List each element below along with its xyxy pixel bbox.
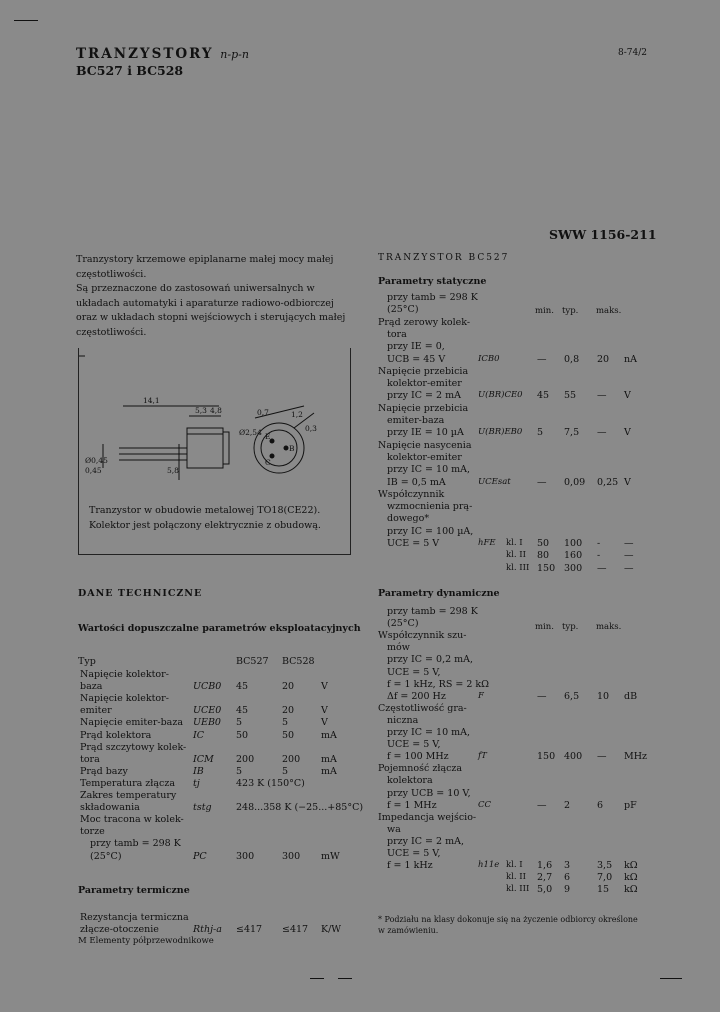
row-symbol: hFE bbox=[478, 538, 496, 548]
row-label: (25°C) bbox=[387, 304, 419, 316]
row-value-bc528: 20 bbox=[282, 705, 295, 717]
row-label: przy IC = 2 mA bbox=[387, 390, 461, 402]
row-label: Zakres temperatury bbox=[80, 790, 177, 801]
row-symbol: CC bbox=[478, 799, 492, 810]
table-row bbox=[0, 292, 720, 304]
pin-label-c: C bbox=[265, 458, 271, 467]
table-row bbox=[0, 452, 720, 464]
table-row bbox=[0, 464, 720, 476]
table-row bbox=[0, 317, 720, 329]
table-row bbox=[0, 751, 720, 763]
row-unit: dB bbox=[624, 690, 638, 702]
dim-label-1: 14,1 bbox=[143, 396, 160, 405]
row-label: Napięcie kolektor- bbox=[80, 669, 169, 680]
row-label: Napięcie przebicia bbox=[378, 365, 469, 377]
row-symbol: ICB0 bbox=[478, 353, 500, 364]
bottom-mark-3 bbox=[660, 978, 682, 979]
row-unit: MHz bbox=[624, 751, 648, 763]
row-label: Napięcie przebicia bbox=[378, 402, 469, 414]
table-row bbox=[0, 860, 720, 872]
row-unit: mW bbox=[321, 850, 340, 862]
row-label: kolektor-emiter bbox=[387, 451, 462, 463]
row-label: Prąd bazy bbox=[80, 765, 128, 777]
row-label: przy IC = 10 mA, bbox=[387, 464, 471, 476]
col-min: min. bbox=[535, 306, 554, 316]
row-label: UCB = 45 V bbox=[387, 353, 446, 365]
page-subtitle: BC527 i BC528 bbox=[76, 63, 184, 78]
dim-label-7: Ø2,54 bbox=[239, 428, 262, 437]
row-typ: 100 bbox=[564, 538, 583, 549]
dim-label-6: Ø0,45 bbox=[85, 456, 108, 465]
row-label: przy IC = 2 mA, bbox=[387, 835, 464, 847]
row-label: kolektor-emiter bbox=[387, 378, 462, 390]
figure-caption: Tranzystor w obudowie metalowej TO18(CE22). Kolektor jest połączony elektrycznie z obudową. bbox=[89, 505, 321, 531]
row-symbol: PC bbox=[193, 850, 207, 862]
dyn-col-min: min. bbox=[535, 622, 554, 632]
table-row bbox=[0, 715, 720, 727]
row-value-bc528: 5 bbox=[282, 717, 289, 729]
table-row bbox=[0, 513, 720, 525]
row-value-bc527: 248...358 K (−25...+85°C) bbox=[236, 802, 364, 814]
row-unit: mA bbox=[321, 753, 337, 765]
row-max: — bbox=[597, 390, 607, 402]
row-max: - bbox=[597, 538, 601, 549]
row-unit: kΩ bbox=[624, 884, 638, 896]
row-max: — bbox=[597, 427, 607, 439]
static-table bbox=[0, 292, 720, 582]
table-row bbox=[0, 563, 720, 575]
row-max: 6 bbox=[597, 799, 604, 811]
table-row bbox=[0, 630, 720, 642]
row-unit: kΩ bbox=[624, 860, 638, 872]
table-row bbox=[0, 667, 720, 679]
table-row bbox=[0, 606, 720, 618]
row-min: 50 bbox=[537, 538, 550, 549]
row-max: 0,25 bbox=[597, 476, 619, 488]
row-unit: kΩ bbox=[624, 872, 638, 884]
row-label: f = 1 kHz, RS = 2 kΩ bbox=[387, 678, 490, 690]
row-value-bc527: 5 bbox=[236, 765, 243, 777]
right-footnote: * Podziału na klasy dokonuje się na życzenie odbiorcy określone w zamówieniu. bbox=[378, 915, 638, 935]
row-label: (25°C) bbox=[387, 618, 419, 630]
row-max: 10 bbox=[597, 690, 610, 702]
row-label: Napięcie emiter-baza bbox=[80, 717, 183, 729]
row-label: UCE = 5 V, bbox=[387, 739, 441, 751]
row-typ: 9 bbox=[564, 884, 571, 896]
row-value-bc527: ≤417 bbox=[236, 924, 263, 935]
row-label: przy IC = 10 mA, bbox=[387, 727, 471, 738]
row-min: 45 bbox=[537, 390, 550, 402]
table-row bbox=[0, 341, 720, 353]
row-min: — bbox=[537, 799, 547, 811]
row-symbol: UEB0 bbox=[193, 717, 221, 729]
row-label: kolektora bbox=[387, 775, 433, 787]
row-typ: 400 bbox=[564, 751, 583, 763]
dyn-title: Parametry dynamiczne bbox=[378, 588, 500, 599]
table-row bbox=[0, 415, 720, 427]
row-label: wa bbox=[387, 823, 401, 835]
row-max: — bbox=[597, 751, 607, 763]
row-unit: nA bbox=[624, 353, 637, 365]
table-row bbox=[0, 924, 360, 936]
row-typ: 300 bbox=[564, 562, 583, 574]
table-row bbox=[0, 654, 720, 666]
row-label: Δf = 200 Hz bbox=[387, 690, 446, 702]
row-label: przy tamb = 298 K bbox=[387, 606, 478, 617]
row-typ: 6,5 bbox=[564, 690, 580, 702]
row-label: tora bbox=[387, 328, 407, 340]
row-label: Częstotliwość gra- bbox=[378, 702, 467, 714]
page-code: 8-74/2 bbox=[618, 48, 647, 58]
row-class: kl. I bbox=[506, 860, 523, 871]
row-symbol: IC bbox=[193, 729, 205, 741]
row-symbol: U(BR)EB0 bbox=[478, 427, 523, 438]
row-min: 2,7 bbox=[537, 872, 553, 884]
dim-label-8: 0,7 bbox=[257, 408, 269, 417]
row-symbol: Rthj-a bbox=[193, 924, 222, 935]
row-label: niczna bbox=[387, 714, 419, 726]
row-symbol: UCEsat bbox=[478, 476, 511, 487]
row-value-bc527: 423 K (150°C) bbox=[236, 777, 305, 789]
dim-label-2: 5,3 bbox=[195, 406, 207, 415]
row-label: wzmocnienia prą- bbox=[387, 501, 473, 513]
dyn-col-typ: typ. bbox=[562, 622, 579, 632]
row-symbol: U(BR)CE0 bbox=[478, 390, 523, 401]
dim-label-4: 5,8 bbox=[167, 466, 179, 475]
dyn-table bbox=[0, 606, 720, 906]
row-value-bc527: 45 bbox=[236, 681, 249, 693]
row-label: tora bbox=[80, 753, 100, 765]
row-label: złącze-otoczenie bbox=[80, 924, 159, 935]
row-symbol: ICM bbox=[193, 753, 214, 765]
row-label: przy tamb = 298 K bbox=[90, 838, 181, 850]
col-bc527: BC527 bbox=[236, 656, 269, 667]
row-unit: — bbox=[624, 538, 634, 549]
row-value-bc527: 300 bbox=[236, 850, 255, 862]
row-max: 20 bbox=[597, 353, 610, 365]
table-row bbox=[0, 836, 720, 848]
row-label: UCE = 5 V, bbox=[387, 848, 441, 859]
row-min: 1,6 bbox=[537, 860, 553, 872]
table-row bbox=[0, 679, 720, 691]
row-value-bc528: 50 bbox=[282, 729, 295, 741]
table-row bbox=[0, 703, 720, 715]
intro-paragraph-1: Tranzystory krzemowe epiplanarne małej mocy małej częstotliwości. bbox=[76, 254, 334, 280]
row-label: przy IE = 0, bbox=[387, 341, 445, 353]
dim-label-3: 4,8 bbox=[210, 406, 222, 415]
row-label: f = 100 MHz bbox=[387, 751, 449, 763]
row-value-bc527: 50 bbox=[236, 729, 249, 741]
row-label: Napięcie nasycenia bbox=[378, 439, 472, 451]
row-min: — bbox=[537, 476, 547, 488]
dim-label-9: 1,2 bbox=[291, 410, 303, 419]
row-unit: V bbox=[624, 476, 631, 488]
table-row bbox=[0, 366, 720, 378]
row-min: — bbox=[537, 690, 547, 702]
table-row bbox=[0, 304, 720, 316]
row-symbol: IB bbox=[193, 765, 204, 777]
row-max: 3,5 bbox=[597, 860, 613, 872]
dyn-col-maks: maks. bbox=[596, 622, 622, 632]
pin-label-b: B bbox=[289, 444, 295, 453]
row-label: przy IC = 100 µA, bbox=[387, 525, 474, 537]
row-label: IB = 0,5 mA bbox=[387, 476, 446, 488]
row-unit: V bbox=[321, 717, 328, 729]
col-typ: typ. bbox=[562, 306, 579, 316]
table-row bbox=[0, 691, 720, 703]
row-class: kl. II bbox=[506, 872, 526, 883]
dim-label-10: 0,3 bbox=[305, 424, 317, 433]
row-label: składowania bbox=[80, 802, 140, 814]
intro-paragraph-2: Są przeznaczone do zastosowań uniwersalnych w układach automatyki i aparaturze radiowo-odbiorczej oraz w układach stopni wejściowych i sterujących małej częstotliwości. bbox=[76, 283, 346, 338]
row-unit: V bbox=[624, 427, 631, 439]
title-text: TRANZYSTORY bbox=[76, 46, 214, 62]
page-title bbox=[76, 46, 249, 62]
row-label: przy IC = 0,2 mA, bbox=[387, 654, 474, 666]
row-unit: — bbox=[624, 550, 634, 562]
row-label: dowego* bbox=[387, 513, 430, 525]
row-unit: V bbox=[321, 681, 328, 693]
row-typ: 3 bbox=[564, 860, 571, 872]
row-min: 5,0 bbox=[537, 884, 553, 896]
row-symbol: fT bbox=[478, 751, 487, 762]
table-row bbox=[0, 912, 360, 924]
row-symbol: F bbox=[478, 690, 484, 701]
row-label: baza bbox=[80, 681, 103, 693]
col-maks: maks. bbox=[596, 306, 622, 316]
row-label: Współczynnik szu- bbox=[378, 630, 467, 642]
row-typ: 55 bbox=[564, 390, 577, 402]
row-label: (25°C) bbox=[90, 850, 122, 862]
col-typ: Typ bbox=[78, 656, 96, 667]
row-unit: pF bbox=[624, 799, 637, 811]
title-suffix: n-p-n bbox=[220, 48, 249, 61]
row-symbol: UCE0 bbox=[193, 705, 222, 717]
right-title: TRANZYSTOR BC527 bbox=[378, 253, 510, 263]
row-max: - bbox=[597, 550, 601, 562]
table-row bbox=[0, 872, 720, 884]
thermal-title: Parametry termiczne bbox=[78, 885, 190, 896]
row-max: 15 bbox=[597, 884, 610, 896]
table-row bbox=[0, 354, 720, 366]
table-row bbox=[0, 501, 720, 513]
row-symbol: tj bbox=[193, 777, 200, 789]
table-row bbox=[0, 812, 720, 824]
row-min: 150 bbox=[537, 751, 556, 763]
table-row bbox=[0, 788, 720, 800]
row-label: Współczynnik bbox=[378, 488, 445, 500]
table-row bbox=[0, 800, 720, 812]
row-min: 5 bbox=[537, 427, 544, 439]
table-row bbox=[0, 848, 720, 860]
dane-title: DANE TECHNICZNE bbox=[78, 588, 203, 599]
dane-footnote: M Elementy półprzewodnikowe bbox=[78, 936, 214, 946]
row-symbol: UCB0 bbox=[193, 681, 222, 693]
row-unit: V bbox=[624, 390, 631, 402]
table-row bbox=[0, 618, 720, 630]
row-typ: 2 bbox=[564, 799, 571, 811]
row-typ: 7,5 bbox=[564, 427, 580, 439]
row-value-bc527: 200 bbox=[236, 753, 255, 765]
row-value-bc528: 5 bbox=[282, 765, 289, 777]
row-max: 7,0 bbox=[597, 872, 613, 884]
row-unit: mA bbox=[321, 729, 337, 741]
sww-code: SWW 1156-211 bbox=[549, 227, 657, 242]
row-label: Moc tracona w kolek- bbox=[80, 814, 184, 826]
bottom-mark-2 bbox=[338, 978, 352, 979]
row-label: Temperatura złącza bbox=[80, 777, 176, 789]
row-value-bc528: 20 bbox=[282, 681, 295, 693]
table-row bbox=[0, 884, 720, 896]
row-unit: K/W bbox=[321, 924, 342, 935]
row-label: torze bbox=[80, 826, 105, 838]
table-row bbox=[0, 489, 720, 501]
dane-subtitle: Wartości dopuszczalne parametrów eksploatacyjnych bbox=[78, 623, 361, 634]
table-row bbox=[0, 440, 720, 452]
table-row bbox=[0, 550, 720, 562]
row-label: Prąd szczytowy kolek- bbox=[80, 741, 187, 753]
corner-mark bbox=[14, 20, 38, 21]
row-unit: V bbox=[321, 705, 328, 717]
row-label: przy tamb = 298 K bbox=[387, 292, 478, 303]
row-symbol: tstg bbox=[193, 802, 212, 814]
row-label: przy UCB = 10 V, bbox=[387, 787, 471, 799]
row-value-bc527: 5 bbox=[236, 717, 243, 729]
row-typ: 0,09 bbox=[564, 476, 586, 488]
row-label: UCE = 5 V, bbox=[387, 666, 441, 678]
table-row bbox=[0, 477, 720, 489]
row-class: kl. III bbox=[506, 562, 530, 573]
row-value-bc527: 45 bbox=[236, 705, 249, 717]
table-row bbox=[0, 538, 720, 550]
bottom-mark-1 bbox=[310, 978, 324, 979]
table-row bbox=[0, 403, 720, 415]
row-min: 80 bbox=[537, 550, 550, 562]
row-min: — bbox=[537, 353, 547, 365]
row-label: emiter bbox=[80, 705, 112, 717]
table-row bbox=[0, 824, 720, 836]
row-class: kl. I bbox=[506, 538, 523, 548]
row-label: Napięcie kolektor- bbox=[80, 693, 169, 705]
row-value-bc528: 300 bbox=[282, 850, 301, 862]
row-min: 150 bbox=[537, 562, 556, 574]
row-class: kl. II bbox=[506, 550, 526, 561]
static-title: Parametry statyczne bbox=[378, 276, 487, 287]
row-value-bc528: 200 bbox=[282, 753, 301, 765]
row-label: f = 1 kHz bbox=[387, 860, 433, 872]
row-label: Prąd kolektora bbox=[80, 729, 152, 741]
row-unit: — bbox=[624, 562, 634, 574]
table-row bbox=[0, 739, 720, 751]
row-symbol: h11e bbox=[478, 860, 500, 871]
row-label: Prąd zerowy kolek- bbox=[378, 316, 471, 328]
pin-label-e: E bbox=[265, 432, 271, 441]
row-value-bc528: ≤417 bbox=[282, 924, 309, 935]
row-typ: 160 bbox=[564, 550, 583, 562]
row-label: Rezystancja termiczna bbox=[80, 912, 189, 923]
row-label: mów bbox=[387, 642, 410, 654]
row-label: Impedancja wejścio- bbox=[378, 811, 477, 823]
row-label: UCE = 5 V bbox=[387, 538, 440, 549]
row-class: kl. III bbox=[506, 884, 530, 895]
dim-label-5: 0,45 bbox=[85, 466, 102, 475]
row-label: emiter-baza bbox=[387, 415, 445, 426]
table-row bbox=[0, 390, 720, 402]
table-row bbox=[0, 642, 720, 654]
row-label: Pojemność złącza bbox=[378, 763, 463, 775]
col-bc528: BC528 bbox=[282, 656, 315, 667]
table-row bbox=[0, 763, 720, 775]
table-row bbox=[0, 727, 720, 739]
row-label: przy IE = 10 µA bbox=[387, 427, 464, 439]
table-row bbox=[0, 427, 720, 439]
row-unit: mA bbox=[321, 765, 337, 777]
row-max: — bbox=[597, 562, 607, 574]
table-row bbox=[0, 775, 720, 787]
row-typ: 0,8 bbox=[564, 353, 580, 365]
table-row bbox=[0, 329, 720, 341]
table-row bbox=[0, 378, 720, 390]
row-typ: 6 bbox=[564, 872, 571, 884]
table-row bbox=[0, 526, 720, 538]
row-label: f = 1 MHz bbox=[387, 799, 437, 811]
